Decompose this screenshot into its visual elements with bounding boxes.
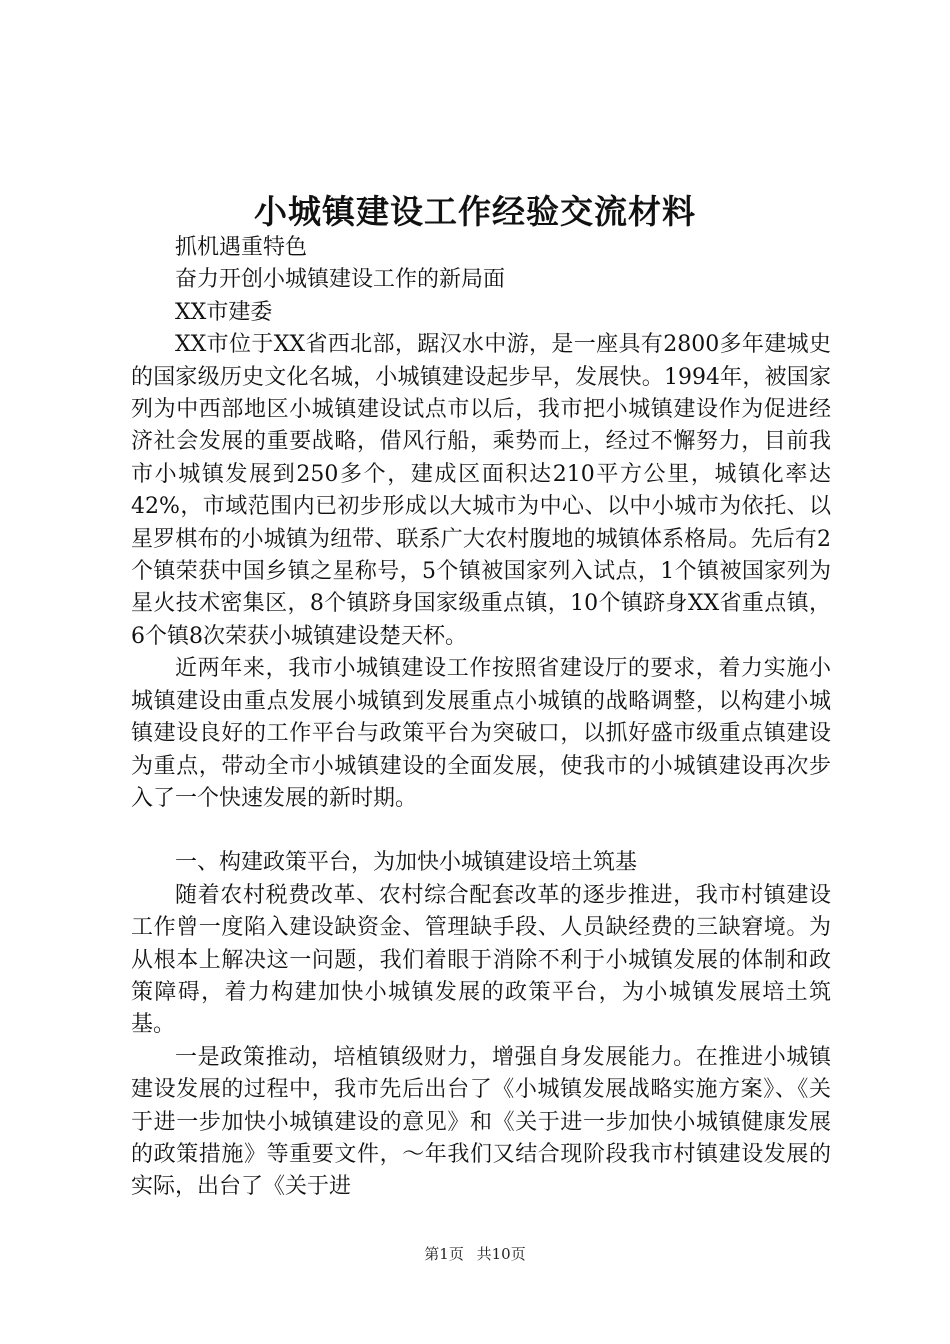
page-footer — [0, 1243, 950, 1264]
subtitle-line-1: 抓机遇重特色 — [175, 235, 308, 260]
paragraph: 随着农村税费改革、农村综合配套改革的逐步推进，我市村镇建设工作曾一度陷入建设缺资金、管理缺手段、人员缺经费的三缺窘境。为从根本上解决这一问题，我们着眼于消除不利于小城镇发展的体制和政策障碍，着力构建加快小城镇发展的政策平台，为小城镇发展培土筑基。 — [131, 882, 831, 1038]
document-body — [131, 232, 831, 1204]
paragraph: XX市位于XX省西北部，踞汉水中游，是一座具有2800多年建城史的国家级历史文化名城，小城镇建设起步早，发展快。1994年，被国家列为中西部地区小城镇建设试点市以后，我市把小城镇建设作为促进经济社会发展的重要战略，借风行船，乘势而上，经过不懈努力，目前我市小城镇发展到250多个，建成区面积达210平方公里，城镇化率达42%，市域范围内已初步形成以大城市为中心、以中小城市为依托、以星罗棋布的小城镇为纽带、联系广大农村腹地的城镇体系格局。先后有2个镇荣获中国乡镇之星称号，5个镇被国家列入试点，1个镇被国家列为星火技术密集区，8个镇跻身国家级重点镇，10个镇跻身XX省重点镇，6个镇8次荣获小城镇建设楚天杯。 — [131, 332, 831, 649]
section-heading: 一、构建政策平台，为加快小城镇建设培土筑基 — [175, 850, 638, 876]
author-line: XX市建委 — [175, 299, 273, 325]
document-title: 小城镇建设工作经验交流材料 — [254, 192, 696, 231]
paragraph: 近两年来，我市小城镇建设工作按照省建设厅的要求，着力实施小城镇建设由重点发展小城镇到发展重点小城镇的战略调整，以构建小城镇建设良好的工作平台与政策平台为突破口，以抓好盛市级重点镇建设为重点，带动全市小城镇建设的全面发展，使我市的小城镇建设再次步入了一个快速发展的新时期。 — [131, 656, 831, 811]
subtitle-line-2: 奋力开创小城镇建设工作的新局面 — [175, 267, 506, 293]
page-total: 共10页 — [476, 1245, 526, 1263]
paragraph: 一是政策推动，培植镇级财力，增强自身发展能力。在推进小城镇建设发展的过程中，我市先后出台了《小城镇发展战略实施方案》、《关于进一步加快小城镇建设的意见》和《关于进一步加快小城镇健康发展的政策措施》等重要文件，～年我们又结合现阶段我市村镇建设发展的实际，出台了《关于进 — [131, 1044, 831, 1200]
page-number: 第1页 — [424, 1245, 464, 1263]
